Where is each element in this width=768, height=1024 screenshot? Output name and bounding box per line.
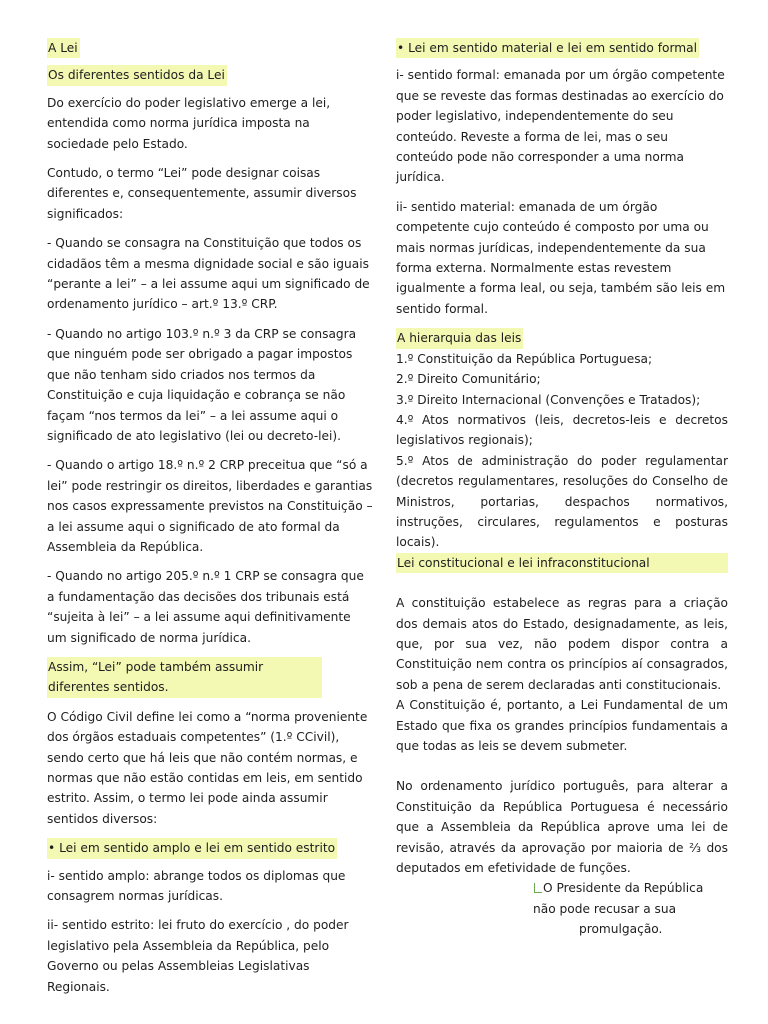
note-line: promulgação.: [579, 922, 663, 937]
heading-hierarquia: A hierarquia das leis: [396, 328, 523, 348]
paragraph: i- sentido amplo: abrange todos os diplomas que consagrem normas jurídicas.: [47, 868, 346, 904]
paragraph: Contudo, o termo “Lei” pode designar coisas diferentes e, consequentemente, assumir diversos significados:: [47, 166, 357, 221]
corner-arrow-icon: [534, 883, 542, 893]
paragraph: i- sentido formal: emanada por um órgão competente que se reveste das formas destinadas ao exercício do poder legislativo, independentemente do seu conteúdo. Reveste a forma de lei, mas o seu conteúdo pode não corresponder a uma norma jurídica.: [396, 68, 725, 185]
hierarchy-item: 3.º Direito Internacional (Convenções e Tratados);: [396, 392, 701, 407]
paragraph: - Quando o artigo 18.º n.º 2 CRP preceitua que “só a lei” pode restringir os direitos, liberdades e garantias nos casos expressamente previstos na Constituição – a lei assume aqui o significado de ato formal da Assembleia da República.: [47, 458, 373, 554]
note-line: não pode recusar a sua: [533, 901, 677, 916]
hierarchy-item: 1.º Constituição da República Portuguesa;: [396, 351, 653, 366]
heading-assim: Assim, “Lei” pode também assumir diferentes sentidos.: [47, 657, 322, 698]
paragraph: ii- sentido estrito: lei fruto do exercício , do poder legislativo pela Assembleia da República, pelo Governo ou pelas Assembleias Legislativas Regionais.: [47, 918, 349, 994]
paragraph: Do exercício do poder legislativo emerge a lei, entendida como norma jurídica imposta na sociedade pelo Estado.: [47, 95, 331, 151]
heading-sentido-material: • Lei em sentido material e lei em sentido formal: [396, 38, 699, 58]
paragraph: - Quando no artigo 205.º n.º 1 CRP se consagra que a fundamentação das decisões dos tribunais está “sujeita à lei” – a lei assume aqui definitivamente um significado de norma jurídica.: [47, 569, 364, 645]
hierarchy-list: [396, 349, 728, 553]
hierarchy-item: 5.º Atos de administração do poder regulamentar (decretos regulamentares, resoluções do Conselho de Ministros, portarias, despachos normativos, instruções, circulares, regulamentos e posturas locais).: [396, 453, 728, 550]
paragraph: A constituição estabelece as regras para a criação dos demais atos do Estado, designadamente, as leis, que, por sua vez, não podem dispor contra a Constituição nem contra os princípios aí consagrados, sob a pena de serem declaradas anti constitucionais.: [396, 596, 728, 692]
heading-sentidos: Os diferentes sentidos da Lei: [47, 65, 227, 85]
hierarchy-item: 2.º Direito Comunitário;: [396, 372, 541, 387]
paragraph: - Quando no artigo 103.º n.º 3 da CRP se consagra que ninguém pode ser obrigado a pagar impostos que não tenham sido criados nos termos da Constituição e cuja liquidação e cobrança se não façam “nos termos da lei” – a lei assume aqui o significado de ato legislativo (lei ou decreto-lei).: [47, 326, 357, 443]
paragraph: No ordenamento jurídico português, para alterar a Constituição da República Portuguesa é necessário que a Assembleia da República aprove uma lei de revisão, através da aprovação por maioria de ⅔ dos deputados em efetividade de funções.: [396, 779, 728, 876]
hierarchy-item: 4.º Atos normativos (leis, decretos-leis e decretos legislativos regionais);: [396, 412, 728, 448]
left-column: [47, 38, 373, 1006]
right-column: [396, 38, 728, 940]
side-note: [396, 878, 728, 939]
note-line: O Presidente da República: [543, 881, 704, 896]
paragraph: - Quando se consagra na Constituição que todos os cidadãos têm a mesma dignidade social e são iguais “perante a lei” – a lei assume aqui um significado de ordenamento jurídico – art.º 13.º CRP.: [47, 236, 370, 312]
paragraph: A Constituição é, portanto, a Lei Fundamental de um Estado que fixa os grandes princípios fundamentais a que todas as leis se devem submeter.: [396, 698, 728, 753]
heading-sentido-amplo: • Lei em sentido amplo e lei em sentido estrito: [47, 838, 337, 858]
heading-lei-constitucional: Lei constitucional e lei infraconstitucional: [396, 553, 728, 573]
document-title: A Lei: [47, 38, 80, 58]
paragraph: ii- sentido material: emanada de um órgão competente cujo conteúdo é composto por uma ou mais normas jurídicas, independentemente da sua forma externa. Normalmente estas revestem igualmente a forma leal, ou seja, também são leis em sentido formal.: [396, 199, 726, 316]
paragraph: O Código Civil define lei como a “norma proveniente dos órgãos estaduais competentes” (1.º CCivil), sendo certo que há leis que não contém normas, e normas que não estão contidas em leis, em sentido estrito. Assim, o termo lei pode ainda assumir sentidos diversos:: [47, 709, 368, 826]
